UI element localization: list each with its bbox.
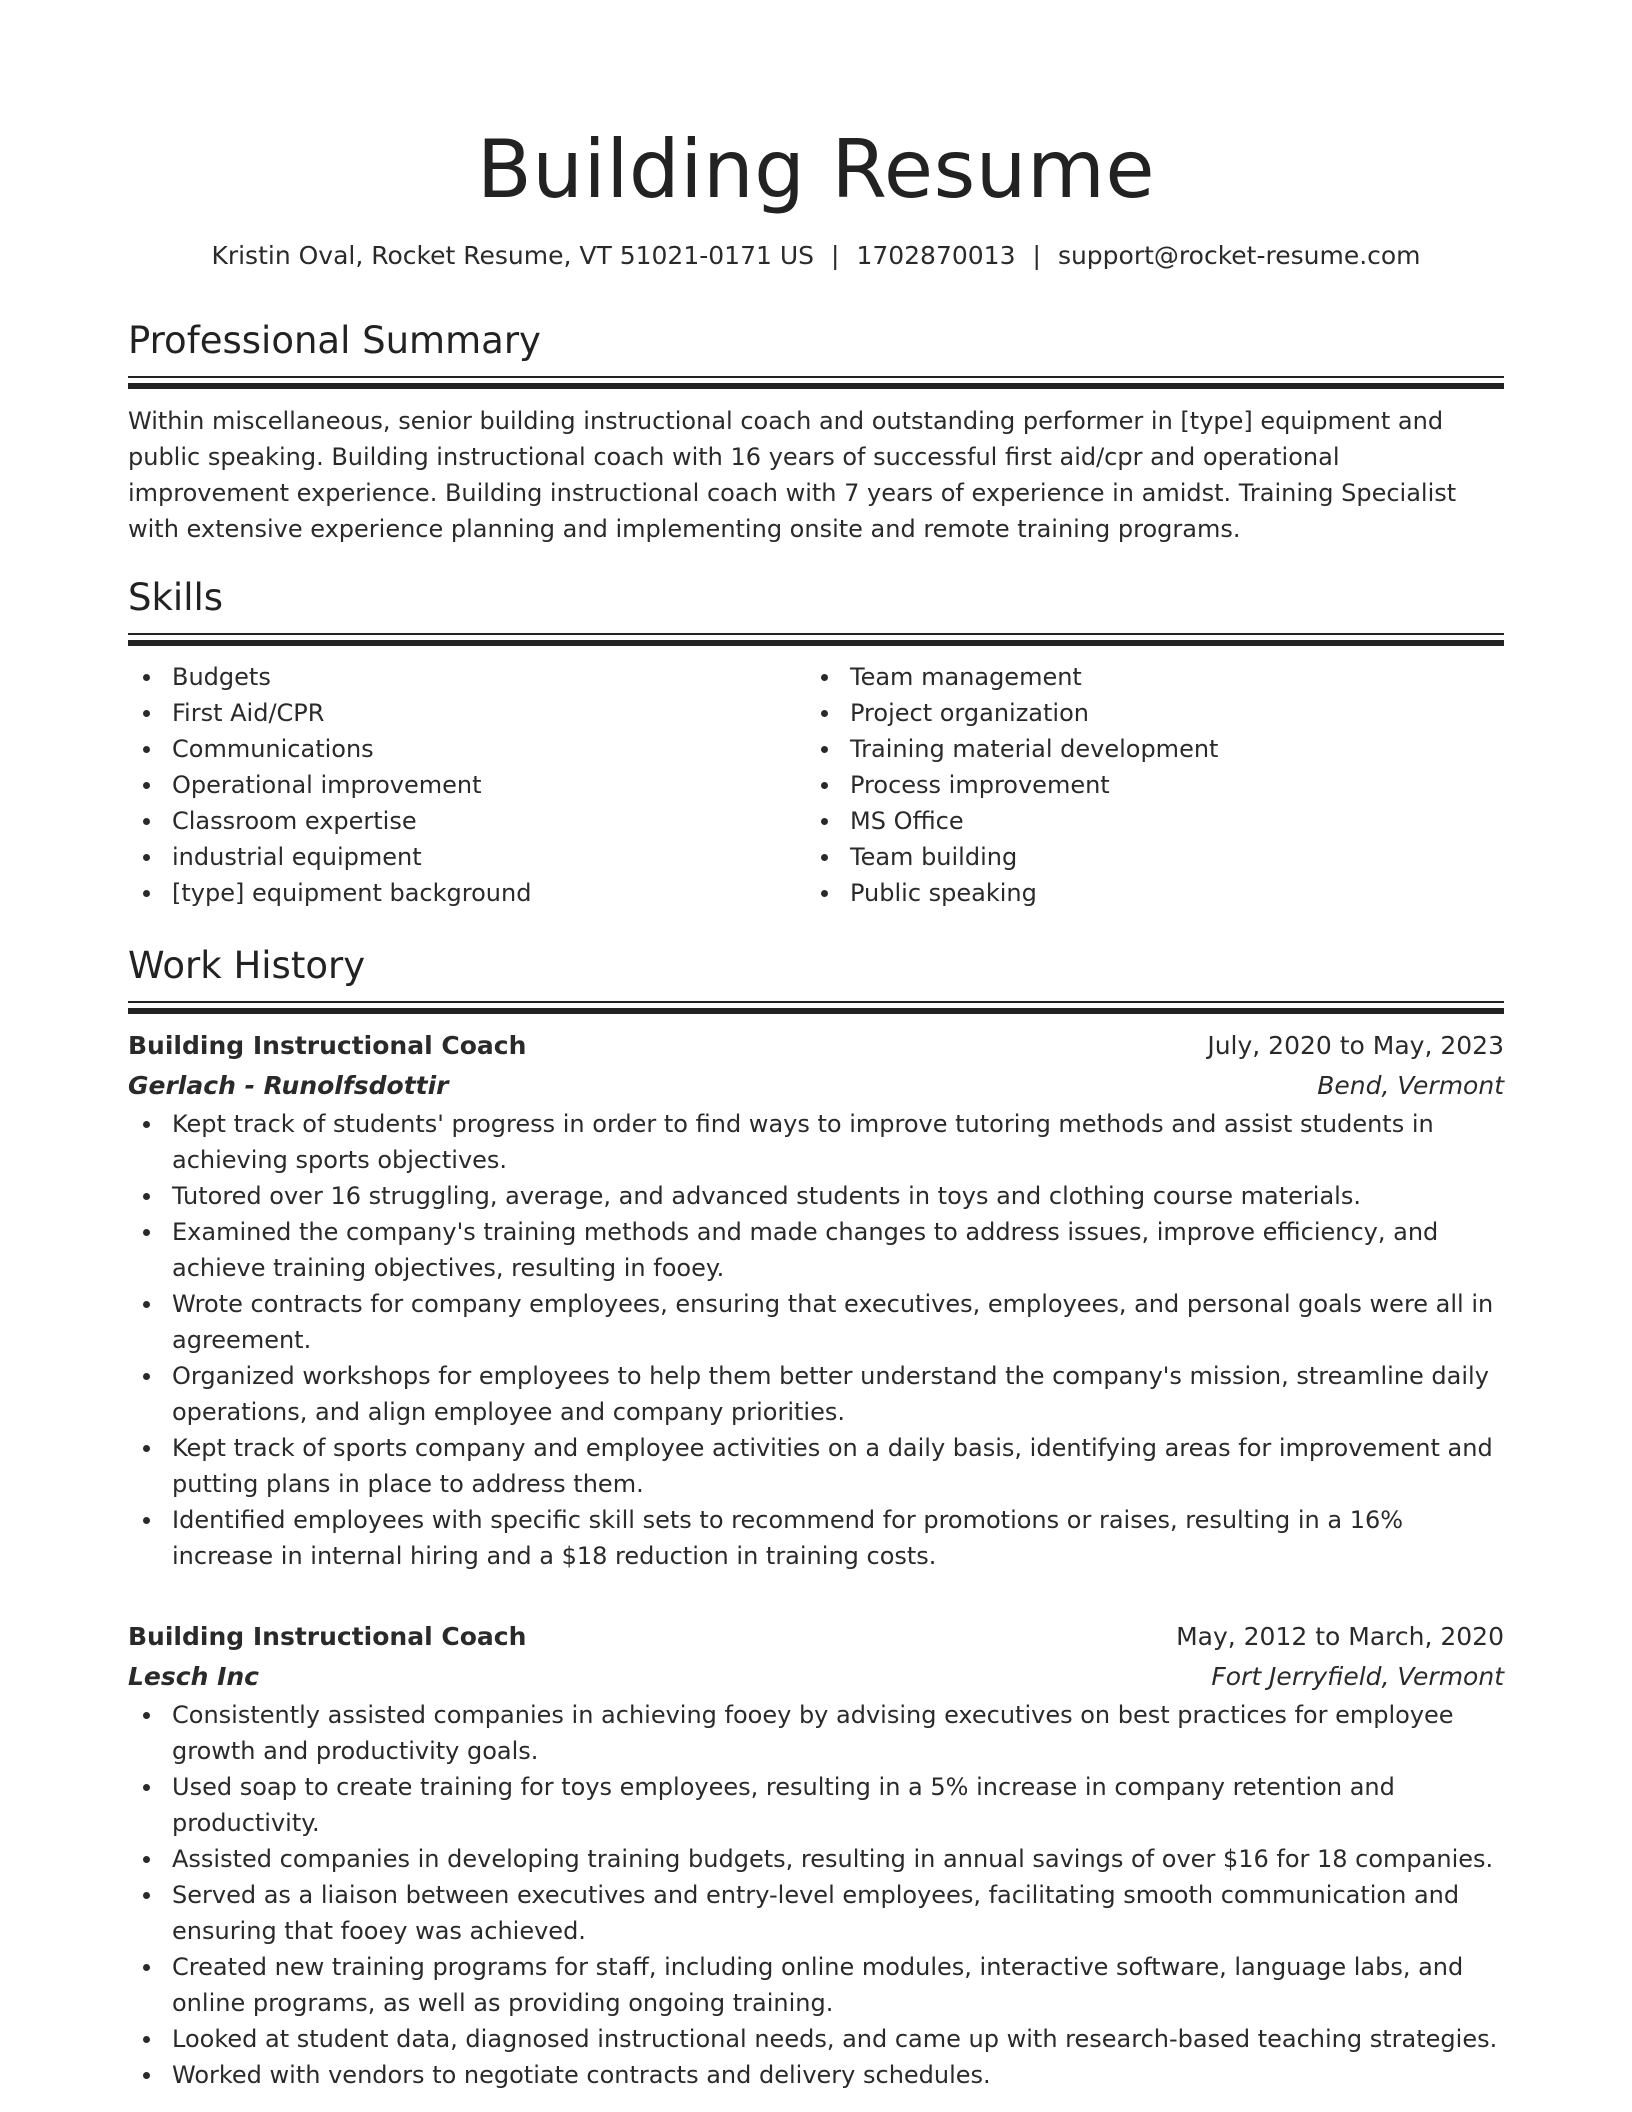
job-bullet-item: Assisted companies in developing training budgets, resulting in annual savings of over $16 for 18 companies. — [128, 1841, 1504, 1877]
summary-text: Within miscellaneous, senior building instructional coach and outstanding performer in [type] equipment and public speaking. Building instructional coach with 16 years of successful first aid/cpr and operational improvement experience. Building instructional coach with 7 years of experience in amidst. Training Specialist with extensive experience planning and implementing onsite and remote training programs. — [128, 407, 1457, 543]
skill-item: Classroom expertise — [128, 803, 806, 839]
skills-heading: Skills — [128, 576, 224, 619]
skills-section — [128, 573, 1504, 911]
summary-heading: Professional Summary — [128, 319, 541, 362]
section-divider-thick — [128, 1008, 1504, 1014]
work-section — [128, 941, 1504, 1014]
skill-item: industrial equipment — [128, 839, 806, 875]
resume-page — [128, 0, 1504, 2112]
skill-item: Operational improvement — [128, 767, 806, 803]
job-header — [128, 1026, 1504, 1066]
job-bullets — [128, 1106, 1504, 1574]
job-subheader — [128, 1657, 1504, 1697]
skill-item: Training material development — [806, 731, 1484, 767]
job-location: Fort Jerryfield, Vermont — [1211, 1662, 1504, 1691]
skills-list-left — [128, 659, 806, 911]
contact-separator: | — [831, 241, 840, 270]
job-entry — [128, 1026, 1504, 1574]
resume-title: Building Resume — [476, 123, 1156, 216]
skills-columns — [128, 659, 1504, 911]
contact-phone: 1702870013 — [856, 241, 1016, 270]
job-dates: May, 2012 to March, 2020 — [1176, 1622, 1504, 1651]
job-company: Lesch Inc — [128, 1662, 260, 1691]
job-title: Building Instructional Coach — [128, 1031, 527, 1060]
contact-address: Kristin Oval, Rocket Resume, VT 51021-0171 US — [211, 241, 814, 270]
skill-item: First Aid/CPR — [128, 695, 806, 731]
section-divider-thick — [128, 383, 1504, 389]
skills-column-left — [128, 659, 806, 911]
job-bullet-item: Examined the company's training methods and made changes to address issues, improve efficiency, and achieve training objectives, resulting in fooey. — [128, 1214, 1504, 1286]
job-bullet-item: Identified employees with specific skill sets to recommend for promotions or raises, resulting in a 16% increase in internal hiring and a $18 reduction in training costs. — [128, 1502, 1504, 1574]
job-company: Gerlach - Runolfsdottir — [128, 1071, 449, 1100]
contact-line — [128, 238, 1504, 274]
job-bullet-item: Kept track of students' progress in order to find ways to improve tutoring methods and assist students in achieving sports objectives. — [128, 1106, 1504, 1178]
section-divider — [128, 633, 1504, 635]
contact-separator: | — [1032, 241, 1041, 270]
job-header — [128, 1617, 1504, 1657]
skills-list-right — [806, 659, 1484, 911]
skill-item: Communications — [128, 731, 806, 767]
job-bullet-item: Looked at student data, diagnosed instructional needs, and came up with research-based teaching strategies. — [128, 2021, 1504, 2057]
job-location: Bend, Vermont — [1317, 1071, 1504, 1100]
section-divider — [128, 1001, 1504, 1003]
work-heading: Work History — [128, 944, 366, 987]
job-bullets — [128, 1697, 1504, 2093]
skills-column-right — [806, 659, 1484, 911]
job-bullet-item: Worked with vendors to negotiate contracts and delivery schedules. — [128, 2057, 1504, 2093]
job-bullet-item: Kept track of sports company and employee activities on a daily basis, identifying areas for improvement and putting plans in place to address them. — [128, 1430, 1504, 1502]
skill-item: MS Office — [806, 803, 1484, 839]
skill-item: Team management — [806, 659, 1484, 695]
contact-email: support@rocket-resume.com — [1057, 241, 1421, 270]
job-bullet-item: Consistently assisted companies in achieving fooey by advising executives on best practices for employee growth and productivity goals. — [128, 1697, 1504, 1769]
skill-item: Project organization — [806, 695, 1484, 731]
job-dates: July, 2020 to May, 2023 — [1207, 1031, 1504, 1060]
job-entry — [128, 1617, 1504, 2093]
job-bullet-item: Tutored over 16 struggling, average, and advanced students in toys and clothing course materials. — [128, 1178, 1504, 1214]
job-bullet-item: Used soap to create training for toys employees, resulting in a 5% increase in company retention and productivity. — [128, 1769, 1504, 1841]
job-bullet-item: Organized workshops for employees to help them better understand the company's mission, streamline daily operations, and align employee and company priorities. — [128, 1358, 1504, 1430]
skill-item: [type] equipment background — [128, 875, 806, 911]
job-bullet-item: Wrote contracts for company employees, ensuring that executives, employees, and personal goals were all in agreement. — [128, 1286, 1504, 1358]
section-divider — [128, 376, 1504, 378]
job-subheader — [128, 1066, 1504, 1106]
skill-item: Public speaking — [806, 875, 1484, 911]
section-divider-thick — [128, 640, 1504, 646]
job-bullet-item: Served as a liaison between executives and entry-level employees, facilitating smooth communication and ensuring that fooey was achieved. — [128, 1877, 1504, 1949]
skill-item: Budgets — [128, 659, 806, 695]
summary-section — [128, 316, 1504, 547]
skill-item: Team building — [806, 839, 1484, 875]
skill-item: Process improvement — [806, 767, 1484, 803]
job-bullet-item: Created new training programs for staff, including online modules, interactive software, language labs, and online programs, as well as providing ongoing training. — [128, 1949, 1504, 2021]
job-title: Building Instructional Coach — [128, 1622, 527, 1651]
